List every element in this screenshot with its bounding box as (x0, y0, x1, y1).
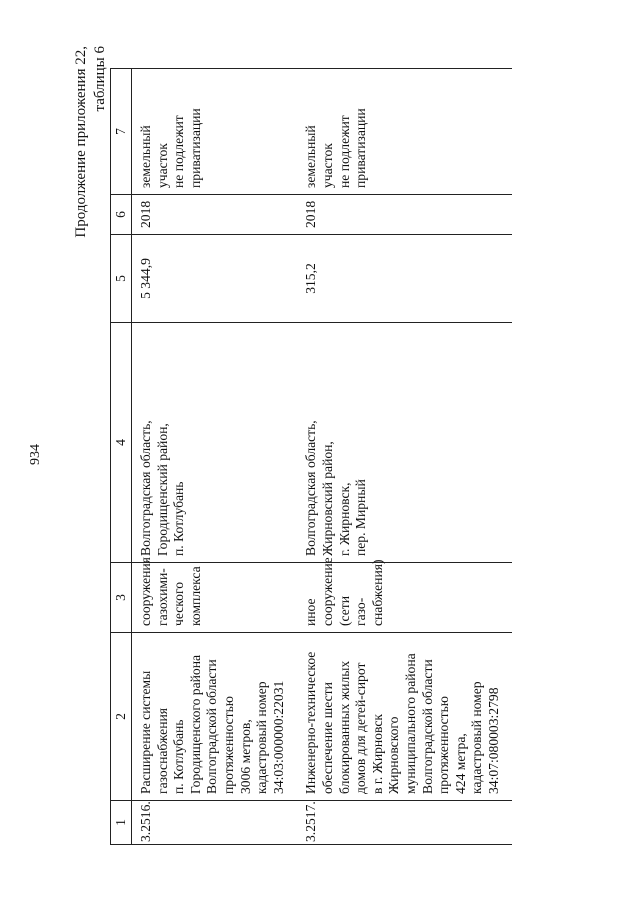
column-header: 6 (111, 195, 132, 235)
property-table (110, 68, 512, 845)
object-name: Расширение системы газоснабжения п. Котлубань Городищенского района Волгоградской области протяженностью 3006 метров, кадастровый номер 34:03:000000:22031 (132, 633, 298, 801)
column-header: 3 (111, 563, 132, 633)
object-value: 315,2 (297, 235, 512, 323)
column-header: 1 (111, 801, 132, 845)
table-caption (72, 46, 110, 238)
object-year: 2018 (297, 195, 512, 235)
column-header: 7 (111, 69, 132, 195)
object-value: 5 344,9 (132, 235, 298, 323)
page-number: 934 (28, 444, 43, 465)
header-row (111, 69, 132, 845)
column-header: 5 (111, 235, 132, 323)
object-type: сооружения газохими- ческого комплекса (132, 563, 298, 633)
object-year: 2018 (132, 195, 298, 235)
object-address: Волгоградская область, Городищенский район, п. Котлубань (132, 323, 298, 563)
column-header: 4 (111, 323, 132, 563)
object-type: иное сооружение (сети газо- снабжения) (297, 563, 512, 633)
object-address: Волгоградская область, Жирновский район, г. Жирновск, пер. Мирный (297, 323, 512, 563)
table-row (132, 69, 298, 845)
column-header: 2 (111, 633, 132, 801)
caption-line-1: Продолжение приложения 22, (73, 46, 89, 238)
object-note: земельный участок не подлежит приватизации (132, 69, 298, 195)
row-number: 3.2517. (297, 801, 512, 845)
table-row (297, 69, 512, 845)
caption-line-2: таблицы 6 (92, 46, 108, 112)
object-name: Инженерно-техническое обеспечение шести блокированных жилых домов для детей-сирот в г. Жирновск Жирновского муниципального района Волгоградской области протяженностью 424 метра, кадастровый номер 34:07:080003:2798 (297, 633, 512, 801)
object-note: земельный участок не подлежит приватизации (297, 69, 512, 195)
row-number: 3.2516. (132, 801, 298, 845)
